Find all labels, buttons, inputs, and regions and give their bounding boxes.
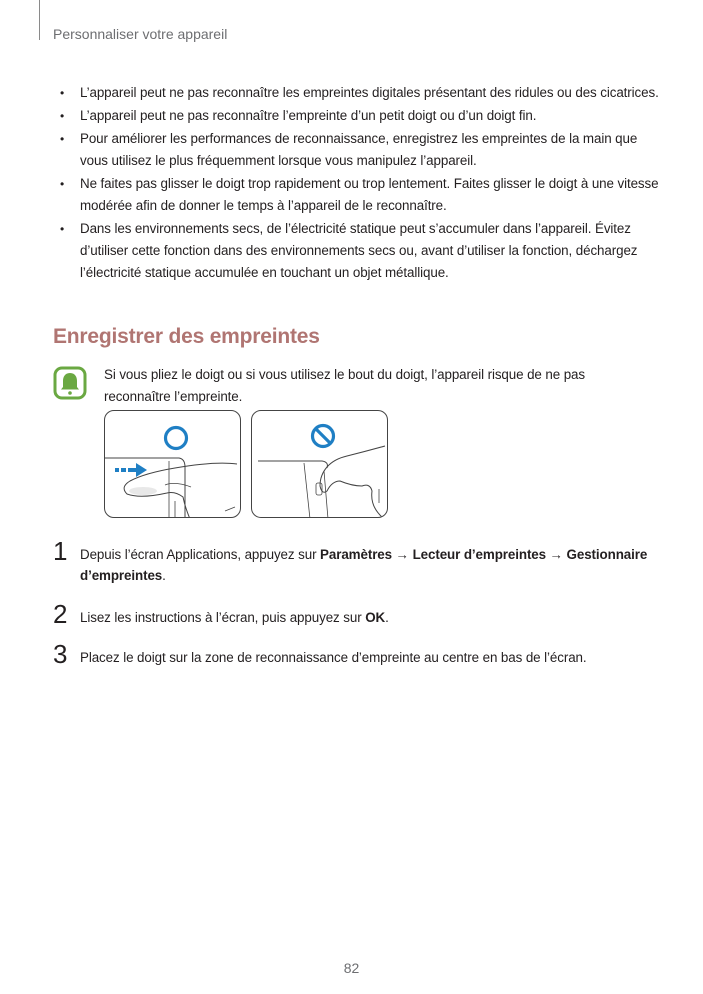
page-number: 82: [343, 960, 360, 976]
illustration-incorrect: [251, 410, 388, 518]
bell-icon: [53, 366, 87, 400]
step-2: 2 Lisez les instructions à l’écran, puis appuyez sur OK.: [53, 599, 389, 629]
header-rule: [39, 0, 40, 40]
bullet-dot: •: [60, 86, 65, 100]
bullet-item: • Ne faites pas glisser le doigt trop rapidement ou trop lentement. Faites glisser le doigt à une vitesse modérée afin de donner le temps à l’appareil de le reconnaître.: [60, 173, 660, 217]
bullet-item: • L’appareil peut ne pas reconnaître les empreintes digitales présentant des ridules ou des cicatrices.: [60, 82, 660, 104]
illustration-correct: [104, 410, 241, 518]
circle-ok-icon: [166, 428, 187, 449]
bullet-dot: •: [60, 222, 65, 236]
ok-label: OK: [365, 610, 386, 625]
bullet-item: • L’appareil peut ne pas reconnaître l’empreinte d’un petit doigt ou d’un doigt fin.: [60, 105, 660, 127]
arrow-icon: [115, 463, 147, 477]
step-number: 1: [53, 536, 68, 566]
bullet-dot: •: [60, 132, 65, 146]
bullet-item: • Dans les environnements secs, de l’électricité statique peut s’accumuler dans l’appareil. Évitez d’utiliser cette fonction dans des environnements secs ou, avant d’utiliser la fonction, déchargez l’électricité statique accumulée en touchant un objet métallique.: [60, 218, 660, 284]
bullet-list: [60, 82, 660, 285]
step-1: 1 Depuis l’écran Applications, appuyez sur Paramètres → Lecteur d’empreintes → Gestionnaire d’empreintes.: [53, 536, 648, 583]
section-title: Enregistrer des empreintes: [53, 325, 320, 348]
menu-path-gestionnaire: Gestionnaire d’empreintes: [80, 547, 648, 583]
step-number: 3: [53, 639, 68, 669]
prohibited-icon: [313, 426, 334, 447]
steps-list: [53, 536, 653, 669]
bullet-item: • Pour améliorer les performances de reconnaissance, enregistrez les empreintes de la main que vous utilisez le plus fréquemment lorsque vous manipulez l’appareil.: [60, 128, 660, 172]
running-head: Personnaliser votre appareil: [53, 26, 228, 42]
menu-path-parametres: Paramètres: [320, 547, 393, 562]
menu-path-lecteur: Lecteur d’empreintes: [412, 547, 546, 562]
step-number: 2: [53, 599, 68, 629]
bullet-dot: •: [60, 109, 65, 123]
bullet-dot: •: [60, 177, 65, 191]
step-3: 3 Placez le doigt sur la zone de reconnaissance d’empreinte au centre en bas de l’écran.: [53, 639, 587, 669]
note-text: Si vous pliez le doigt ou si vous utilisez le bout du doigt, l’appareil risque de ne pas reconnaître l’empreinte.: [104, 367, 585, 404]
